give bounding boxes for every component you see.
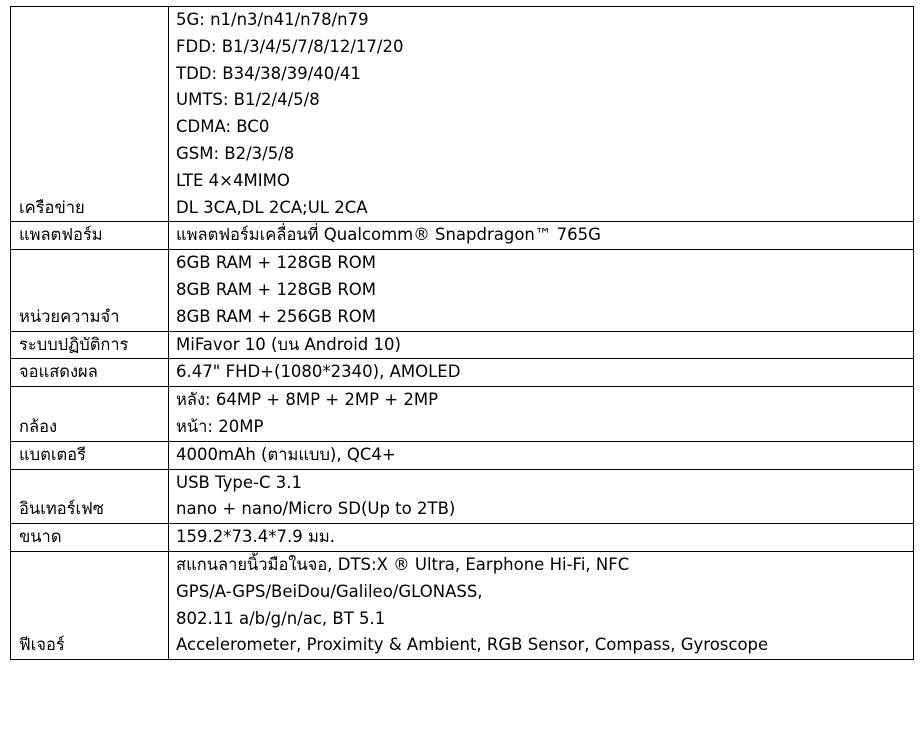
table-row [11, 359, 914, 387]
spec-value-line: 4000mAh (ตามแบบ), QC4+ [176, 444, 396, 464]
spec-value-cell [169, 222, 914, 250]
spec-value-cell [169, 441, 914, 469]
spec-label: แพลตฟอร์ม [11, 222, 169, 250]
spec-value-line: แพลตฟอร์มเคลื่อนที่ Qualcomm® Snapdragon™ 765G [176, 225, 601, 245]
spec-label: ฟีเจอร์ [11, 551, 169, 659]
spec-value-line: 5G: n1/n3/n41/n78/n79 [176, 10, 369, 29]
table-row [11, 331, 914, 359]
spec-value-line: หลัง: 64MP + 8MP + 2MP + 2MP [176, 390, 439, 410]
spec-value-line: LTE 4×4MIMO [176, 170, 290, 190]
spec-value-line: 8GB RAM + 128GB ROM [176, 279, 377, 299]
table-row [11, 469, 914, 524]
spec-value-line: DL 3CA,DL 2CA;UL 2CA [176, 197, 368, 217]
table-row [11, 7, 914, 222]
spec-label: กล้อง [11, 387, 169, 442]
table-row [11, 441, 914, 469]
table-row [11, 524, 914, 552]
spec-label: หน่วยความจำ [11, 250, 169, 331]
spec-label: อินเทอร์เฟซ [11, 469, 169, 524]
spec-value-line: USB Type-C 3.1 [176, 472, 302, 492]
spec-value-cell [169, 469, 914, 524]
spec-value-cell [169, 551, 914, 659]
spec-table [10, 6, 914, 660]
spec-value-line: FDD: B1/3/4/5/7/8/12/17/20 [176, 36, 404, 56]
spec-value-line: Accelerometer, Proximity & Ambient, RGB Sensor, Compass, Gyroscope [176, 635, 769, 655]
spec-value-line: TDD: B34/38/39/40/41 [176, 63, 361, 83]
spec-value-cell [169, 359, 914, 387]
spec-label: ขนาด [11, 524, 169, 552]
spec-value-line: 6.47" FHD+(1080*2340), AMOLED [176, 362, 461, 382]
spec-value-line: MiFavor 10 (บน Android 10) [176, 334, 401, 354]
table-row [11, 250, 914, 331]
spec-label: จอแสดงผล [11, 359, 169, 387]
spec-value-line: GPS/A-GPS/BeiDou/Galileo/GLONASS, [176, 581, 483, 601]
spec-value-cell [169, 331, 914, 359]
spec-value-line: 802.11 a/b/g/n/ac, BT 5.1 [176, 608, 386, 628]
spec-value-cell [169, 524, 914, 552]
spec-value-line: nano + nano/Micro SD(Up to 2TB) [176, 499, 456, 519]
spec-value-line: 159.2*73.4*7.9 มม. [176, 527, 335, 547]
spec-label: แบตเตอรี [11, 441, 169, 469]
table-row [11, 387, 914, 442]
spec-value-line: 8GB RAM + 256GB ROM [176, 306, 377, 326]
spec-value-line: UMTS: B1/2/4/5/8 [176, 90, 320, 110]
spec-value-cell [169, 7, 914, 222]
spec-label: ระบบปฏิบัติการ [11, 331, 169, 359]
spec-value-line: GSM: B2/3/5/8 [176, 143, 295, 163]
table-row [11, 222, 914, 250]
table-row [11, 551, 914, 659]
spec-value-cell [169, 250, 914, 331]
spec-value-line: สแกนลายนิ้วมือในจอ, DTS:X ® Ultra, Earphone Hi-Fi, NFC [176, 554, 630, 574]
spec-value-cell [169, 387, 914, 442]
spec-table-body [11, 7, 914, 660]
spec-value-line: CDMA: BC0 [176, 117, 270, 137]
spec-value-line: หน้า: 20MP [176, 416, 264, 436]
spec-value-line: 6GB RAM + 128GB ROM [176, 253, 377, 273]
spec-label: เครือข่าย [11, 7, 169, 222]
